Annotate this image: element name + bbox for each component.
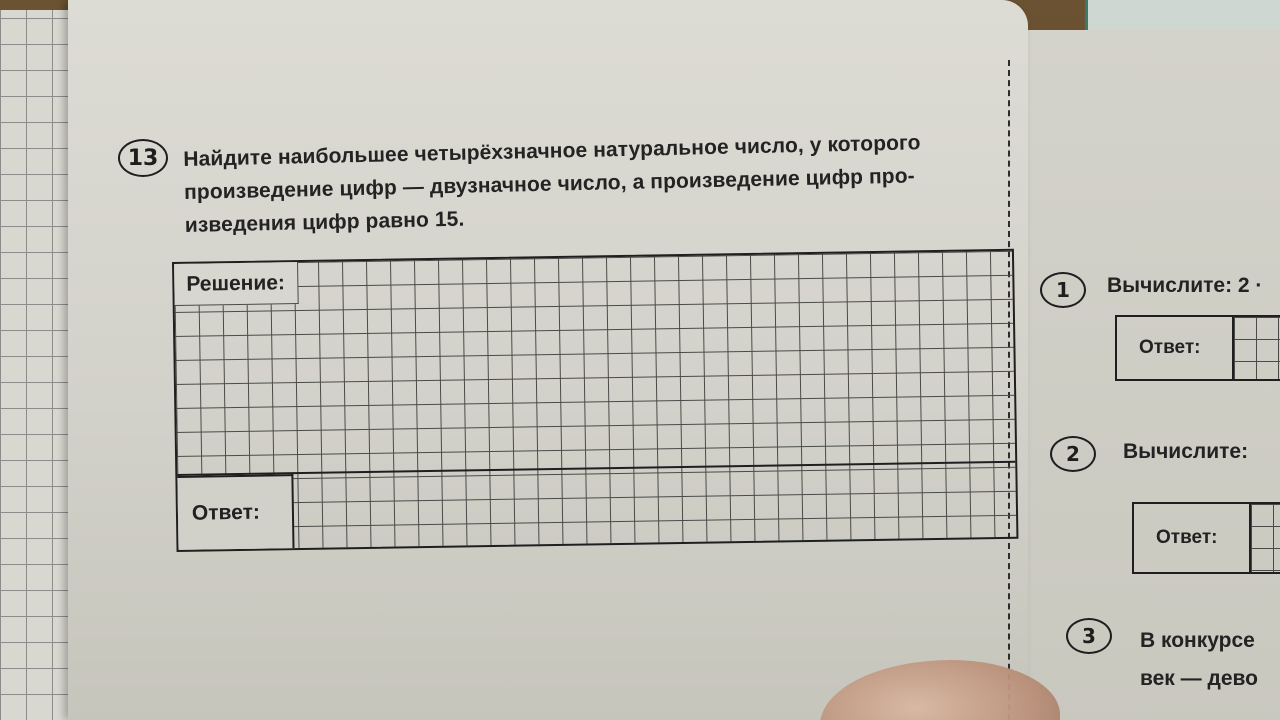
task-3-line-1: В конкурсе — [1140, 629, 1255, 652]
task-3-number-badge: 3 — [1066, 618, 1112, 654]
answer-divider — [177, 461, 1015, 476]
task-1-answer-box — [1115, 315, 1280, 381]
task-2-text: Вычислите: — [1123, 440, 1249, 463]
solution-grid-box — [172, 249, 1018, 552]
solution-label: Решение: — [174, 262, 299, 306]
task-2-answer-label: Ответ: — [1156, 527, 1218, 548]
task-1-answer-label: Ответ: — [1139, 337, 1201, 358]
task-statement-line-2: произведение цифр — двузначное число, а произведение цифр про- — [183, 164, 915, 204]
task-statement-line-1: Найдите наибольшее четырёхзначное натуральное число, у которого — [183, 131, 921, 171]
task-1-text: Вычислите: 2 · — [1107, 274, 1263, 297]
task-number-badge: 13 — [118, 139, 168, 177]
task-1-number-badge: 1 — [1040, 272, 1086, 308]
task-2-answer-box — [1132, 502, 1280, 574]
task-3-line-2: век — дево — [1140, 667, 1258, 690]
answer-label: Ответ: — [177, 474, 294, 550]
task-2-number-badge: 2 — [1050, 436, 1096, 472]
task-2-answer-cells — [1249, 504, 1280, 572]
task-3-text — [1140, 622, 1258, 698]
task-statement-line-3: изведения цифр равно 15. — [184, 207, 465, 237]
task-1-answer-cells — [1232, 317, 1280, 379]
task-statement — [183, 125, 995, 242]
